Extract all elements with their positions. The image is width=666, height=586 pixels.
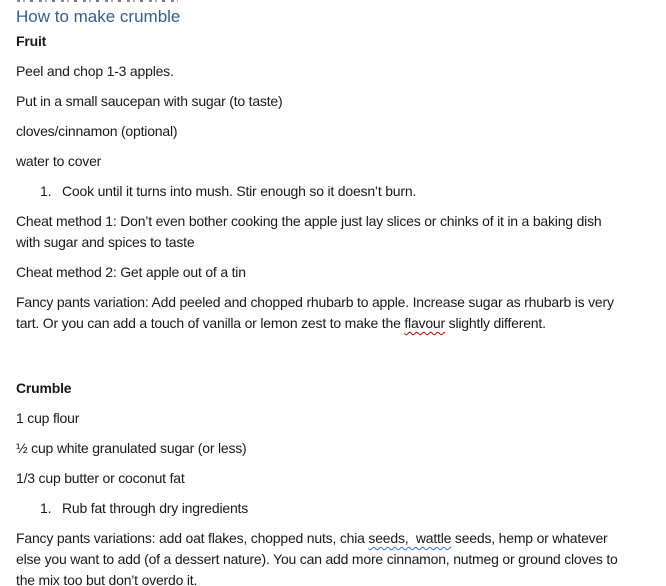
list-number: 1. <box>40 500 52 516</box>
list-number: 1. <box>40 183 52 199</box>
list-item <box>16 498 662 519</box>
paragraph <box>16 528 662 586</box>
text-run: How to make crumble <box>16 7 181 26</box>
paragraph <box>16 211 662 253</box>
text-run: else you want to add (of a dessert nature). You can add more cinnamon, nutmeg or ground cloves to <box>16 551 618 567</box>
text-line <box>16 5 662 29</box>
text-line <box>16 292 662 313</box>
text-run: 1 cup flour <box>16 410 80 426</box>
text-run: Fruit <box>16 33 47 49</box>
text-run: Crumble <box>16 380 72 396</box>
paragraph <box>16 292 662 334</box>
grammar-flag: seeds, wattle <box>368 530 452 546</box>
section-heading <box>16 378 662 399</box>
blank-paragraph <box>16 343 662 369</box>
text-line <box>16 570 662 586</box>
text-line <box>16 498 662 519</box>
text-run: Cheat method 1: Don’t even bother cooking the apple just lay slices or chinks of it in a baking dish <box>16 213 602 229</box>
paragraph <box>16 91 662 112</box>
text-line <box>16 211 662 232</box>
text-run: Fancy pants variations: add oat flakes, chopped nuts, chia <box>16 530 369 546</box>
text-line <box>16 151 662 172</box>
text-run: ½ cup white granulated sugar (or less) <box>16 440 247 456</box>
paragraph <box>16 468 662 489</box>
text-run: Put in a small saucepan with sugar (to taste) <box>16 93 283 109</box>
text-line <box>16 121 662 142</box>
spellcheck-misspelling: flavour <box>404 315 445 331</box>
text-line <box>16 232 662 253</box>
clipped-text-remnant <box>17 0 178 2</box>
text-run: 1/3 cup butter or coconut fat <box>16 470 185 486</box>
text-line <box>16 468 662 489</box>
document-body <box>16 5 662 586</box>
text-run: the mix too but don’t overdo it. <box>16 572 198 586</box>
text-line <box>16 408 662 429</box>
paragraph <box>16 61 662 82</box>
text-run: water to cover <box>16 153 102 169</box>
text-run: Peel and chop 1-3 apples. <box>16 63 174 79</box>
text-line <box>16 378 662 399</box>
text-line <box>16 549 662 570</box>
text-run: with sugar and spices to taste <box>16 234 195 250</box>
text-run: seeds, hemp or whatever <box>451 530 608 546</box>
text-run: tart. Or you can add a touch of vanilla or lemon zest to make the <box>16 315 405 331</box>
text-run: cloves/cinnamon (optional) <box>16 123 178 139</box>
text-line <box>16 61 662 82</box>
text-line <box>16 91 662 112</box>
paragraph <box>16 408 662 429</box>
paragraph <box>16 121 662 142</box>
paragraph <box>16 151 662 172</box>
text-line <box>16 181 662 202</box>
list-item <box>16 181 662 202</box>
text-line <box>16 438 662 459</box>
text-line <box>16 528 662 549</box>
text-line <box>16 313 662 334</box>
text-line <box>16 262 662 283</box>
text-run: slightly different. <box>444 315 546 331</box>
text-run: Fancy pants variation: Add peeled and chopped rhubarb to apple. Increase sugar as rhubarb is very <box>16 294 614 310</box>
section-heading <box>16 31 662 52</box>
document-title <box>16 5 662 29</box>
text-line <box>16 31 662 52</box>
paragraph <box>16 262 662 283</box>
text-run: Cook until it turns into mush. Stir enough so it doesn’t burn. <box>62 183 417 199</box>
paragraph <box>16 438 662 459</box>
text-run: Cheat method 2: Get apple out of a tin <box>16 264 246 280</box>
text-run: Rub fat through dry ingredients <box>62 500 249 516</box>
